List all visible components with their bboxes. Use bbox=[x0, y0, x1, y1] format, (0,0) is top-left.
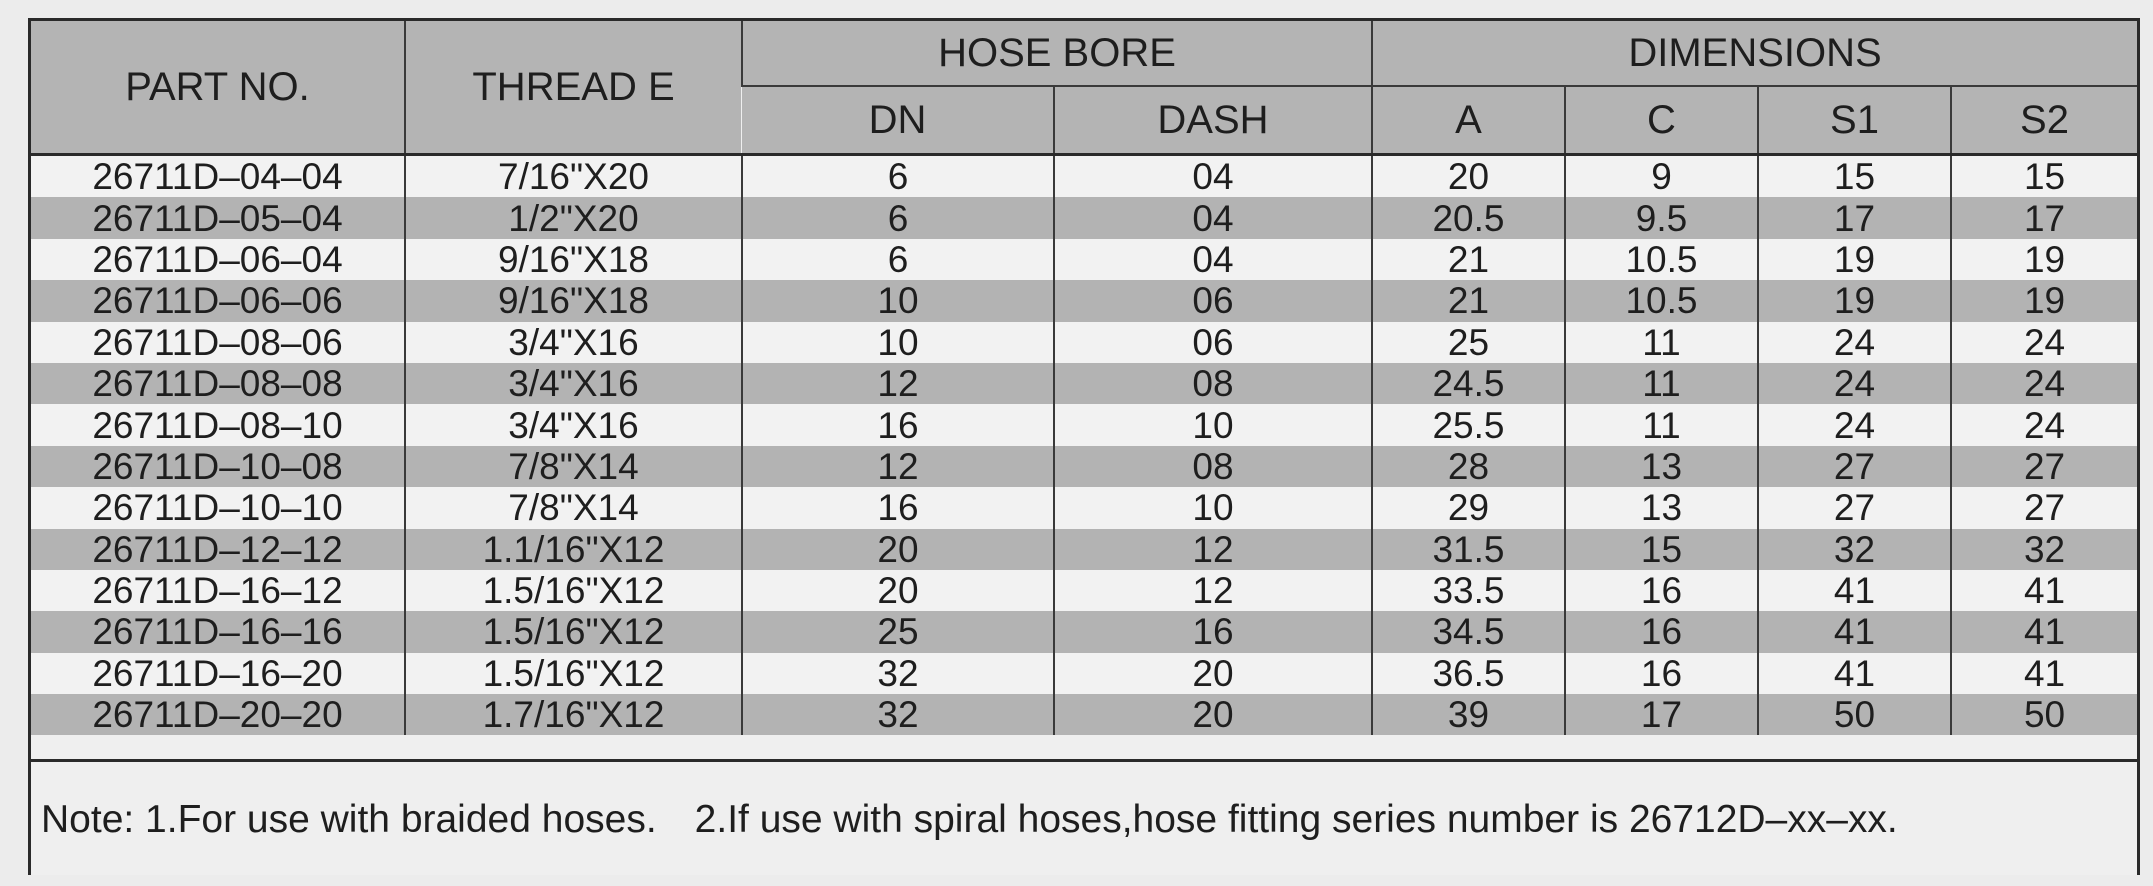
note-box bbox=[31, 759, 2137, 875]
cell-s1: 41 bbox=[1758, 653, 1951, 694]
cell-thread: 1.1/16"X12 bbox=[405, 529, 742, 570]
cell-s1: 27 bbox=[1758, 487, 1951, 528]
cell-c: 17 bbox=[1565, 694, 1758, 735]
cell-a: 25.5 bbox=[1372, 404, 1565, 445]
cell-s2: 41 bbox=[1951, 570, 2137, 611]
spec-table-frame bbox=[28, 18, 2140, 875]
table-row bbox=[31, 363, 2137, 404]
cell-dash: 04 bbox=[1054, 239, 1372, 280]
table-row bbox=[31, 694, 2137, 735]
cell-part-no: 26711D–10–08 bbox=[31, 446, 405, 487]
cell-a: 39 bbox=[1372, 694, 1565, 735]
col-header-thread: THREAD E bbox=[405, 21, 742, 155]
cell-dash: 20 bbox=[1054, 653, 1372, 694]
cell-c: 15 bbox=[1565, 529, 1758, 570]
cell-s2: 41 bbox=[1951, 653, 2137, 694]
cell-dn: 32 bbox=[742, 653, 1054, 694]
cell-s1: 32 bbox=[1758, 529, 1951, 570]
cell-s1: 41 bbox=[1758, 570, 1951, 611]
cell-thread: 7/8"X14 bbox=[405, 487, 742, 528]
col-header-dn: DN bbox=[742, 86, 1054, 155]
cell-c: 10.5 bbox=[1565, 280, 1758, 321]
cell-s1: 50 bbox=[1758, 694, 1951, 735]
cell-a: 33.5 bbox=[1372, 570, 1565, 611]
cell-c: 16 bbox=[1565, 570, 1758, 611]
cell-c: 11 bbox=[1565, 322, 1758, 363]
cell-c: 11 bbox=[1565, 404, 1758, 445]
cell-thread: 1.5/16"X12 bbox=[405, 611, 742, 652]
cell-dash: 04 bbox=[1054, 155, 1372, 198]
col-header-s1: S1 bbox=[1758, 86, 1951, 155]
cell-part-no: 26711D–16–12 bbox=[31, 570, 405, 611]
cell-dn: 25 bbox=[742, 611, 1054, 652]
cell-part-no: 26711D–16–20 bbox=[31, 653, 405, 694]
cell-thread: 1.7/16"X12 bbox=[405, 694, 742, 735]
table-row bbox=[31, 446, 2137, 487]
cell-s1: 41 bbox=[1758, 611, 1951, 652]
cell-s2: 24 bbox=[1951, 322, 2137, 363]
cell-s2: 27 bbox=[1951, 487, 2137, 528]
cell-dn: 6 bbox=[742, 239, 1054, 280]
cell-a: 24.5 bbox=[1372, 363, 1565, 404]
cell-c: 11 bbox=[1565, 363, 1758, 404]
cell-thread: 3/4"X16 bbox=[405, 404, 742, 445]
cell-dn: 20 bbox=[742, 529, 1054, 570]
cell-part-no: 26711D–16–16 bbox=[31, 611, 405, 652]
cell-s2: 15 bbox=[1951, 155, 2137, 198]
table-row bbox=[31, 239, 2137, 280]
note-text bbox=[41, 798, 1898, 842]
cell-s2: 24 bbox=[1951, 404, 2137, 445]
cell-part-no: 26711D–06–04 bbox=[31, 239, 405, 280]
cell-part-no: 26711D–08–10 bbox=[31, 404, 405, 445]
cell-s1: 17 bbox=[1758, 197, 1951, 238]
cell-a: 34.5 bbox=[1372, 611, 1565, 652]
cell-s2: 24 bbox=[1951, 363, 2137, 404]
cell-dash: 06 bbox=[1054, 280, 1372, 321]
cell-s2: 27 bbox=[1951, 446, 2137, 487]
header-row-1 bbox=[31, 21, 2137, 86]
cell-thread: 1.5/16"X12 bbox=[405, 653, 742, 694]
table-row bbox=[31, 155, 2137, 198]
table-row bbox=[31, 487, 2137, 528]
note-part-2: 2.If use with spiral hoses,hose fitting series number is 26712D–xx–xx. bbox=[694, 798, 1898, 841]
cell-a: 36.5 bbox=[1372, 653, 1565, 694]
cell-s1: 24 bbox=[1758, 363, 1951, 404]
cell-part-no: 26711D–20–20 bbox=[31, 694, 405, 735]
cell-a: 20.5 bbox=[1372, 197, 1565, 238]
cell-c: 16 bbox=[1565, 611, 1758, 652]
cell-dn: 32 bbox=[742, 694, 1054, 735]
table-row bbox=[31, 611, 2137, 652]
cell-s1: 15 bbox=[1758, 155, 1951, 198]
cell-a: 28 bbox=[1372, 446, 1565, 487]
cell-thread: 7/16"X20 bbox=[405, 155, 742, 198]
cell-dn: 12 bbox=[742, 363, 1054, 404]
cell-c: 9.5 bbox=[1565, 197, 1758, 238]
cell-s1: 27 bbox=[1758, 446, 1951, 487]
cell-dn: 10 bbox=[742, 280, 1054, 321]
cell-part-no: 26711D–06–06 bbox=[31, 280, 405, 321]
cell-dn: 6 bbox=[742, 197, 1054, 238]
cell-dash: 04 bbox=[1054, 197, 1372, 238]
table-row bbox=[31, 280, 2137, 321]
cell-a: 21 bbox=[1372, 280, 1565, 321]
cell-s1: 19 bbox=[1758, 280, 1951, 321]
cell-c: 9 bbox=[1565, 155, 1758, 198]
col-header-a: A bbox=[1372, 86, 1565, 155]
cell-thread: 1/2"X20 bbox=[405, 197, 742, 238]
cell-a: 21 bbox=[1372, 239, 1565, 280]
cell-dn: 10 bbox=[742, 322, 1054, 363]
cell-dn: 6 bbox=[742, 155, 1054, 198]
cell-thread: 7/8"X14 bbox=[405, 446, 742, 487]
note-part-1: Note: 1.For use with braided hoses. bbox=[41, 798, 657, 841]
cell-dash: 16 bbox=[1054, 611, 1372, 652]
cell-thread: 9/16"X18 bbox=[405, 239, 742, 280]
table-row bbox=[31, 653, 2137, 694]
table-row bbox=[31, 529, 2137, 570]
cell-dash: 12 bbox=[1054, 529, 1372, 570]
cell-dn: 16 bbox=[742, 487, 1054, 528]
cell-a: 29 bbox=[1372, 487, 1565, 528]
cell-s2: 50 bbox=[1951, 694, 2137, 735]
cell-c: 16 bbox=[1565, 653, 1758, 694]
cell-part-no: 26711D–08–08 bbox=[31, 363, 405, 404]
cell-dash: 08 bbox=[1054, 446, 1372, 487]
spec-table-body bbox=[31, 155, 2137, 736]
cell-s1: 19 bbox=[1758, 239, 1951, 280]
cell-thread: 1.5/16"X12 bbox=[405, 570, 742, 611]
cell-s1: 24 bbox=[1758, 322, 1951, 363]
col-header-s2: S2 bbox=[1951, 86, 2137, 155]
cell-dash: 08 bbox=[1054, 363, 1372, 404]
col-header-hose-bore: HOSE BORE bbox=[742, 21, 1372, 86]
table-row bbox=[31, 404, 2137, 445]
cell-dn: 12 bbox=[742, 446, 1054, 487]
cell-part-no: 26711D–04–04 bbox=[31, 155, 405, 198]
cell-s1: 24 bbox=[1758, 404, 1951, 445]
col-header-dimensions: DIMENSIONS bbox=[1372, 21, 2137, 86]
cell-thread: 9/16"X18 bbox=[405, 280, 742, 321]
col-header-c: C bbox=[1565, 86, 1758, 155]
table-row bbox=[31, 197, 2137, 238]
cell-s2: 19 bbox=[1951, 239, 2137, 280]
col-header-part-no: PART NO. bbox=[31, 21, 405, 155]
table-row bbox=[31, 322, 2137, 363]
cell-dn: 20 bbox=[742, 570, 1054, 611]
cell-part-no: 26711D–12–12 bbox=[31, 529, 405, 570]
cell-dn: 16 bbox=[742, 404, 1054, 445]
cell-dash: 06 bbox=[1054, 322, 1372, 363]
cell-s2: 41 bbox=[1951, 611, 2137, 652]
cell-dash: 12 bbox=[1054, 570, 1372, 611]
cell-thread: 3/4"X16 bbox=[405, 363, 742, 404]
cell-c: 13 bbox=[1565, 487, 1758, 528]
cell-a: 31.5 bbox=[1372, 529, 1565, 570]
spec-table bbox=[31, 21, 2137, 735]
cell-c: 10.5 bbox=[1565, 239, 1758, 280]
cell-s2: 17 bbox=[1951, 197, 2137, 238]
cell-part-no: 26711D–08–06 bbox=[31, 322, 405, 363]
cell-a: 20 bbox=[1372, 155, 1565, 198]
cell-dash: 10 bbox=[1054, 487, 1372, 528]
cell-dash: 20 bbox=[1054, 694, 1372, 735]
cell-s2: 19 bbox=[1951, 280, 2137, 321]
table-row bbox=[31, 570, 2137, 611]
cell-a: 25 bbox=[1372, 322, 1565, 363]
cell-c: 13 bbox=[1565, 446, 1758, 487]
col-header-dash: DASH bbox=[1054, 86, 1372, 155]
cell-thread: 3/4"X16 bbox=[405, 322, 742, 363]
cell-part-no: 26711D–05–04 bbox=[31, 197, 405, 238]
cell-dash: 10 bbox=[1054, 404, 1372, 445]
cell-s2: 32 bbox=[1951, 529, 2137, 570]
cell-part-no: 26711D–10–10 bbox=[31, 487, 405, 528]
